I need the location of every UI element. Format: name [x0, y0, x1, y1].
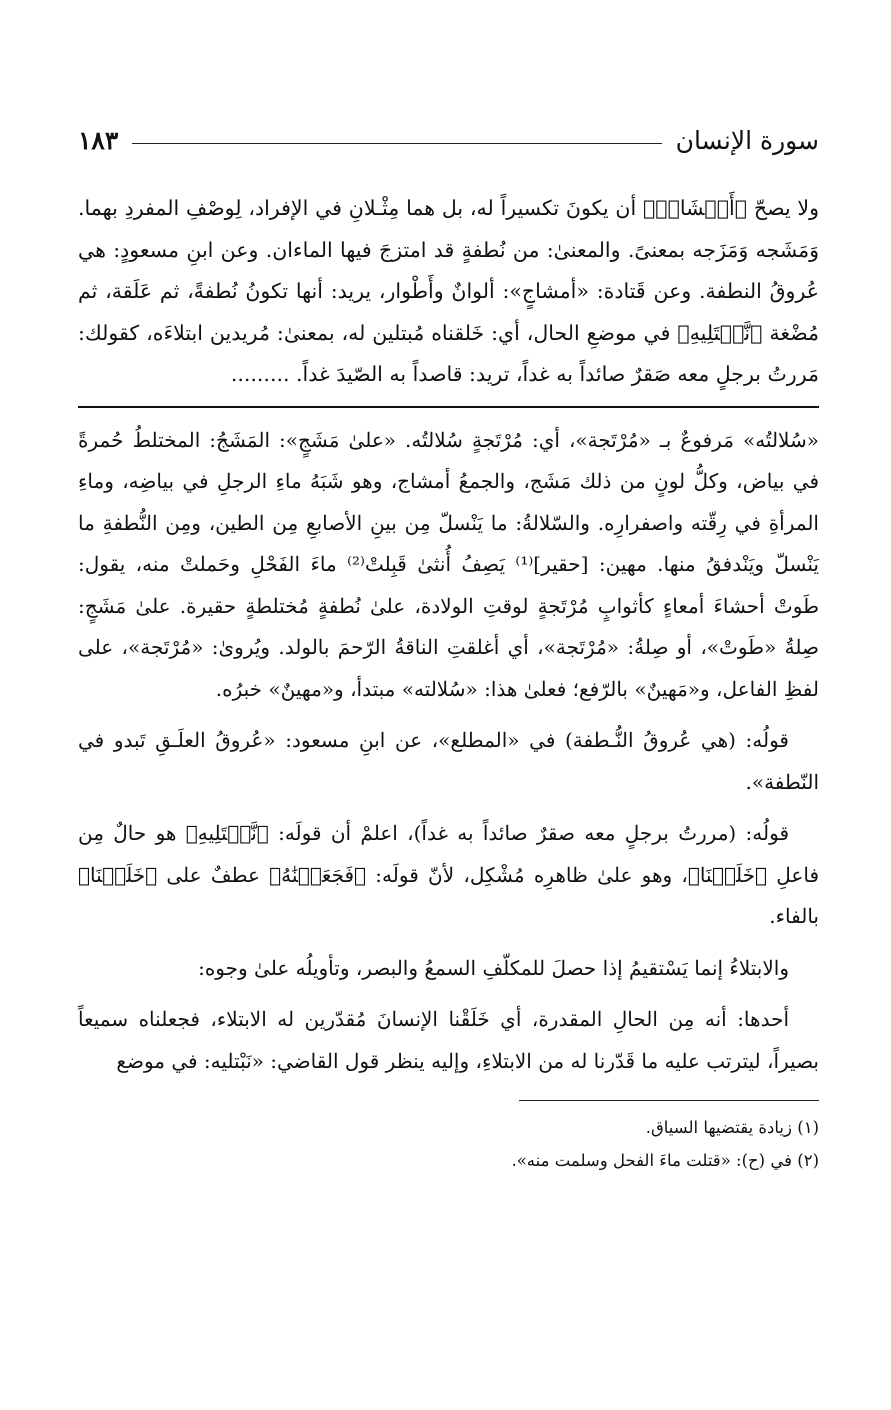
commentary-paragraph: قولُه: (مررتُ برجلٍ معه صقرٌ صائداً به غداً)، اعلمْ أن قولَه: ﴿نَّبۡتَلِيهِ﴾ هو حالٌ مِن فاعلِ ﴿خَلَقۡنَا﴾، وهو علىٰ ظاهرِه مُشْكِل، لأنّ قولَه: ﴿فَجَعَلۡنَٰهُ﴾ عطفٌ على ﴿خَلَقۡنَا﴾ بالفاء.: [78, 821, 819, 928]
footnote: (٢) في (ح): «قتلت ماءَ الفحل وسلمت منه».: [511, 1151, 819, 1170]
footnote: (١) زيادة يقتضيها السياق.: [645, 1118, 819, 1137]
footnote-divider: [519, 1100, 819, 1101]
commentary-paragraph: والابتلاءُ إنما يَسْتقيمُ إذا حصلَ للمكلّفِ السمعُ والبصر، وتأويلُه علىٰ وجوه:: [198, 955, 789, 980]
header-rule: [132, 143, 661, 144]
commentary: [78, 420, 819, 1083]
section-divider: [78, 406, 819, 408]
commentary-paragraph: «سُلالتُه» مَرفوعٌ بـ «مُرْتَجة»، أي: مُرْتَجةٍ سُلالتُه. «علىٰ مَشَجٍ»: المَشَجُ: المختلطُ حُمرةً في بياض، وكلُّ لونٍ من ذلك مَشَج، والجمعُ أمشاج، وهو شَبَهُ ماءِ الرجلِ في بياضِه، وماءِ المرأةِ في رِقّته واصفرارِه. والسّلالةُ: ما يَنْسلّ مِن بينِ الأصابعِ مِن الطين، ومِن النُّطفةِ ما يَنْسلّ ويَنْدفقُ منها. مهين: [حقير]⁽¹⁾ يَصِفُ أُنثىٰ قَبِلتْ⁽²⁾ ماءَ الفَحْلِ وحَملتْ منه، يقول: طَوتْ أحشاءَ أمعاءٍ كأثوابٍ مُرْتَجةٍ لوقتِ الولادة، علىٰ نُطفةٍ مُختلطةٍ حقيرة. علىٰ مَشَجٍ: صِلةُ «طَوتْ»، أو صِلةُ: «مُرْتَجة»، أي أغلقتِ الناقةُ الرّحمَ بالولد. ويُروىٰ: «مُرْتَجة»، على لفظِ الفاعل، و«مَهينٌ» بالرّفع؛ فعلىٰ هذا: «سُلالته» مبتدأ، و«مهينٌ» خبرُه.: [78, 427, 820, 701]
surah-title: سورة الإنسان: [675, 125, 819, 155]
commentary-paragraph: أحدها: أنه مِن الحالِ المقدرة، أي خَلَقْنا الإنسانَ مُقدّرين له الابتلاء، فجعلناه سميعاً بصيراً، ليترتب عليه ما قَدّرنا له من الابتلاءِ، وإليه ينظر قول القاضي: «نَبْتليه: في موضع: [78, 1007, 819, 1073]
footnotes: [78, 1111, 819, 1177]
main-paragraph: ولا يصحّ ﴿أَمۡشَاجٖ﴾ أن يكونَ تكسيراً له، بل هما مِثْـلانِ في الإفراد، لِوصْفِ المفردِ بهما. وَمَشَجه وَمَزَجه بمعنىً. والمعنىٰ: من نُطفةٍ قد امتزجَ فيها الماءان. وعن ابنِ مسعودٍ: هي عُروقُ النطفة. وعن قَتادة: «أمشاجٍ»: ألوانٌ وأَطْوار، يريد: أنها تكونُ نُطفةً، ثم عَلَقة، ثم مُضْغة ﴿نَّبۡتَلِيهِ﴾ في موضعِ الحال، أي: خَلقناه مُبتلين له، بمعنىٰ: مُريدين ابتلاءَه، كقولك: مَررتُ برجلٍ معه صَقرٌ صائداً به غداً، تريد: قاصداً به الصّيدَ غداً. .........: [78, 196, 819, 386]
commentary-paragraph: قولُه: (هي عُروقُ النُّـطفة) في «المطلع»، عن ابنِ مسعود: «عُروقُ العلَـقِ تَبدو في النّطفة».: [78, 728, 819, 794]
running-header: [78, 118, 819, 162]
main-text: [78, 188, 819, 396]
page-number: ١٨٣: [78, 125, 119, 155]
page: [78, 118, 819, 1177]
